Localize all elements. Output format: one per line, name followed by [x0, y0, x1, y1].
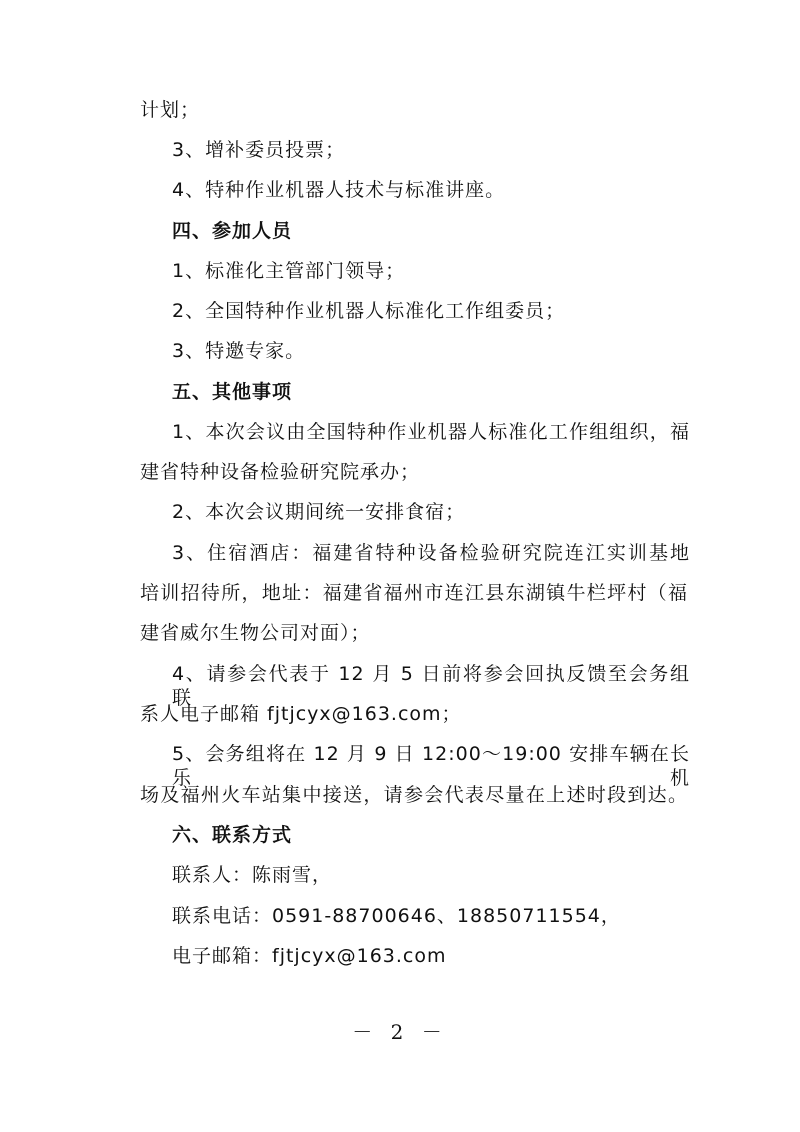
text-line-content: 场及福州火车站集中接送，请参会代表尽量在上述时段到达。: [140, 784, 688, 806]
text-line-content: 5、会务组将在 12 月 9 日 12:00～19:00 安排车辆在长乐机: [172, 743, 690, 789]
text-line: 系人电子邮箱 fjtjcyx@163.com；: [140, 703, 462, 725]
text-line: [0, 581, 800, 605]
section-heading: 五、其他事项: [172, 381, 293, 403]
text-line: 计划；: [140, 99, 201, 121]
text-line: 建省特种设备检验研究院承办；: [140, 461, 421, 483]
text-line: 3、增补委员投票；: [172, 139, 346, 161]
text-line-content: 3、住宿酒店：福建省特种设备检验研究院连江实训基地: [172, 542, 690, 564]
text-line: 建省威尔生物公司对面）；: [140, 622, 371, 644]
text-line: [0, 541, 800, 565]
text-line-content: 1、本次会议由全国特种作业机器人标准化工作组组织，福: [172, 421, 690, 443]
text-line: 电子邮箱：fjtjcyx@163.com: [172, 945, 447, 967]
page-number: － 2 －: [352, 1020, 448, 1044]
text-line: 2、本次会议期间统一安排食宿；: [172, 501, 466, 523]
text-line: 3、特邀专家。: [172, 340, 306, 362]
text-line: 1、标准化主管部门领导；: [172, 260, 406, 282]
text-line: 2、全国特种作业机器人标准化工作组委员；: [172, 300, 566, 322]
text-line: 联系电话：0591-88700646、18850711554，: [172, 905, 621, 927]
text-line: [0, 783, 800, 807]
text-line-content: 4、请参会代表于 12 月 5 日前将参会回执反馈至会务组联: [172, 663, 690, 709]
text-line: 4、特种作业机器人技术与标准讲座。: [172, 179, 506, 201]
text-line: 联系人：陈雨雪，: [172, 864, 333, 886]
text-line-content: 培训招待所，地址：福建省福州市连江县东湖镇牛栏坪村（福: [140, 582, 688, 604]
section-heading: 四、参加人员: [172, 220, 293, 242]
section-heading: 六、联系方式: [172, 824, 293, 846]
text-line: [0, 420, 800, 444]
